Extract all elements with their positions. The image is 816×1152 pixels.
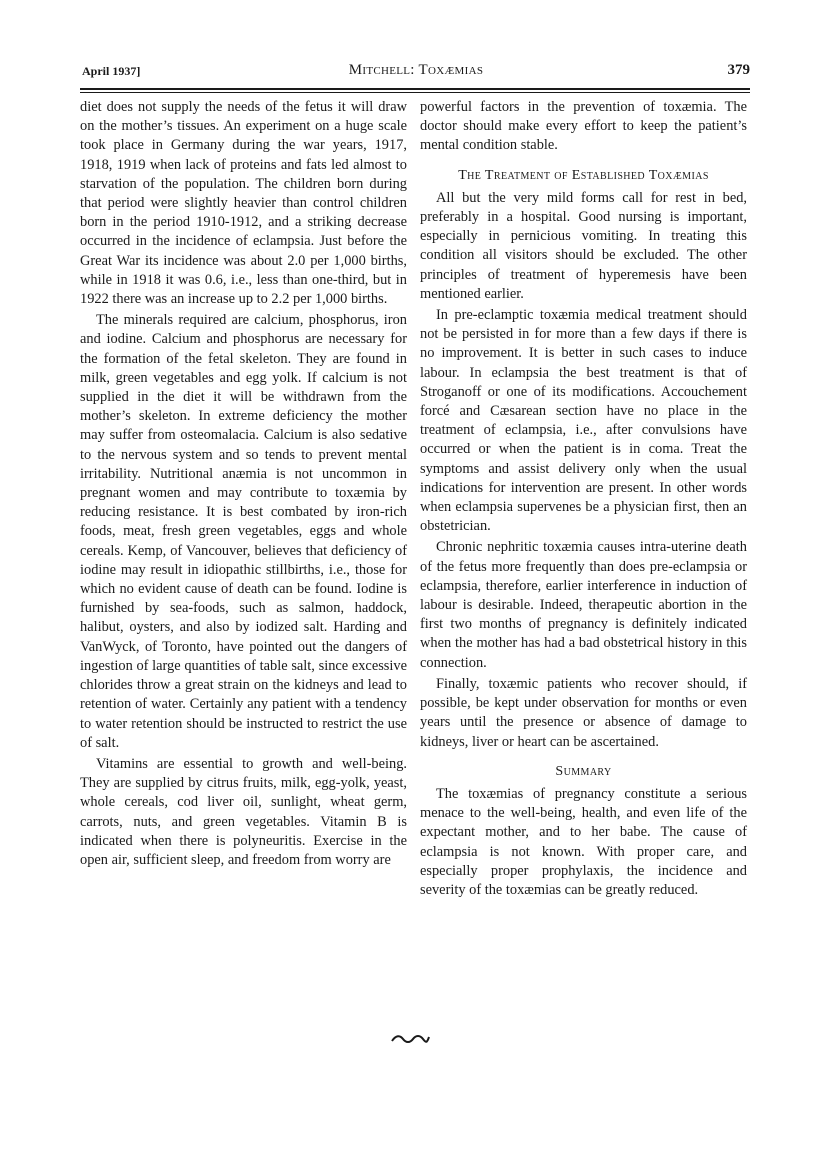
paragraph-chronic-nephritic: Chronic nephritic toxæmia causes intra-uterine death of the fetus more frequently than does pre-eclampsia or eclampsia, therefore, earlier interference in induction of labour is desirable. Indeed, therapeutic abortion in the first two months of pregnancy is definitely indicated when the mother has had a bad obstetrical history in this connection. xyxy=(420,539,747,671)
running-head xyxy=(82,62,750,82)
header-rule-thin xyxy=(80,92,750,93)
issue-date: April 1937] xyxy=(82,64,141,78)
flourish-ornament-icon xyxy=(370,1032,450,1048)
page-number: 379 xyxy=(727,62,750,78)
paragraph-minerals: The minerals required are calcium, phosphorus, iron and iodine. Calcium and phosphorus are necessary for the formation of the fetal skeleton. They are found in milk, green vegetables and egg yolk. If calcium is not supplied in the diet it will be withdrawn from the mother’s skeleton. In extreme deficiency the mother may suffer from osteomalacia. Calcium is also sedative to the nervous system and so tends to prevent mental irritability. Nutritional anæmia is not uncommon in pregnant women and may contribute to toxæmia by reducing resistance. It is best combated by iron-rich foods, meat, fresh green vegetables, eggs and whole cereals. Kemp, of Vancouver, believes that deficiency of iodine may result in idiopathic stillbirths, i.e., those for which no evident cause of death can be found. Iodine is furnished by sea-foods, such as salmon, haddock, halibut, oysters, and also by iodized salt. Harding and VanWyck, of Toronto, have pointed out the dangers of ingestion of large quantities of table salt, since excessive chlorides throw a great strain on the kidneys and lead to retention of water. Certainly any patient with a tendency to water retention should be instructed to restrict the use of salt. xyxy=(80,312,407,751)
section-heading-summary: Summary xyxy=(555,763,612,779)
paragraph-summary: The toxæmias of pregnancy constitute a serious menace to the well-being, health, and even life of the expectant mother, and to her babe. The cause of eclampsia is not known. With proper care, and especially proper prophylaxis, the incidence and severity of the toxæmias can be greatly reduced. xyxy=(420,785,747,898)
section-heading-treatment: The Treatment of Established Toxæmias xyxy=(458,167,709,183)
right-column xyxy=(420,98,747,902)
flourish-icon xyxy=(390,1033,430,1045)
running-title: Mitchell: Toxæmias xyxy=(348,62,484,78)
paragraph-vitamins: Vitamins are essential to growth and well-being. They are supplied by citrus fruits, milk, egg-yolk, yeast, whole cereals, cod liver oil, sunlight, wheat germ, carrots, nuts, and green vegetables. Vitamin B is indicated when there is polyneuritis. Exercise in the open air, sufficient sleep, and freedom from worry are xyxy=(80,755,407,868)
paragraph-prevention-continuation: powerful factors in the prevention of toxæmia. The doctor should make every effort to keep the patient’s mental condition stable. xyxy=(420,99,747,154)
header-rule-thick xyxy=(80,88,750,90)
paragraph-follow-up: Finally, toxæmic patients who recover should, if possible, be kept under observation for months or even years until the presence or absence of damage to kidneys, liver or heart can be ascertained. xyxy=(420,675,747,750)
left-column xyxy=(80,98,407,872)
paragraph-diet-continuation: diet does not supply the needs of the fetus it will draw on the mother’s tissues. An experiment on a huge scale took place in Germany during the war years, 1917, 1918, 1919 when lack of proteins and fats led almost to starvation of the population. The children born during that period were slightly heavier than control children born in the period 1910-1912, and a striking decrease occurred in the incidence of eclampsia. Just before the Great War its incidence was about 2.0 per 1,000 births, while in 1918 it was 0.6, i.e., less than one-third, but in 1922 there was an increase up to 2.2 per 1,000 births. xyxy=(80,99,407,308)
paragraph-pre-eclamptic: In pre-eclamptic toxæmia medical treatment should not be persisted in for more than a few days if there is no improvement. It is better in such cases to induce labour. In eclampsia the best treatment is that of Stroganoff or one of its modifications. Accouchement forcé and Cæsarean section have no place in the treatment of eclampsia, i.e., after convulsions have occurred or when the patient is in coma. Treat the symptoms and assist delivery only when the usual indications for intervention are present. In other words when eclampsia supervenes be a physician first, then an obstetrician. xyxy=(420,307,747,535)
paragraph-rest: All but the very mild forms call for rest in bed, preferably in a hospital. Good nursing is important, especially in pernicious vomiting. In treating this condition all visitors should be excluded. The other principles of treatment of hyperemesis have been mentioned earlier. xyxy=(420,189,747,302)
